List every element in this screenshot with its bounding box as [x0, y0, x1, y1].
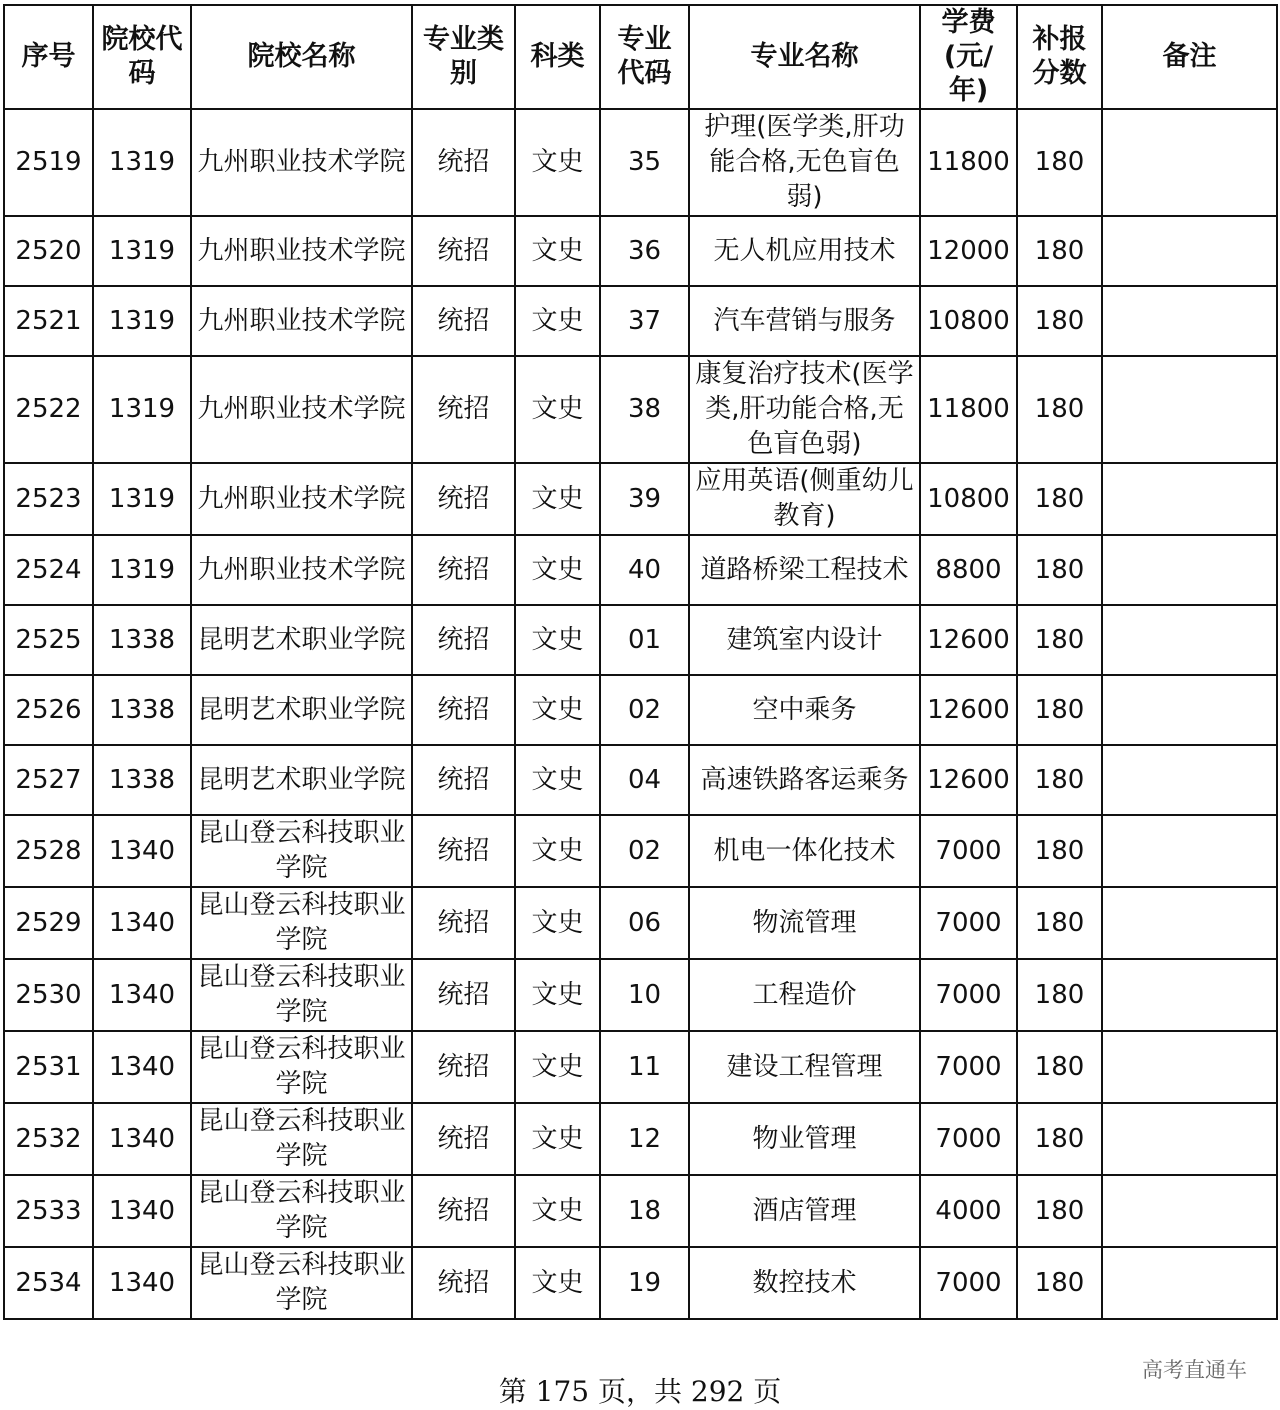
cell-major-code: 36 — [600, 216, 689, 286]
cell-school-code: 1340 — [93, 815, 191, 887]
cell-note — [1102, 1103, 1277, 1175]
cell-note — [1102, 675, 1277, 745]
cell-school-code: 1319 — [93, 216, 191, 286]
cell-category: 统招 — [412, 1247, 515, 1319]
cell-seq: 2520 — [4, 216, 93, 286]
cell-category: 统招 — [412, 959, 515, 1031]
cell-note — [1102, 887, 1277, 959]
cell-school-code: 1340 — [93, 887, 191, 959]
cell-seq: 2522 — [4, 356, 93, 463]
cell-school-name: 九州职业技术学院 — [191, 109, 412, 216]
cell-fee: 12600 — [920, 675, 1017, 745]
cell-school-name: 昆山登云科技职业学院 — [191, 887, 412, 959]
cell-subject: 文史 — [515, 286, 600, 356]
cell-major-name: 无人机应用技术 — [689, 216, 920, 286]
table-row — [4, 605, 1277, 675]
cell-score: 180 — [1017, 216, 1102, 286]
cell-subject: 文史 — [515, 815, 600, 887]
col-header-score: 补报分数 — [1017, 5, 1102, 109]
col-header-subject: 科类 — [515, 5, 600, 109]
cell-category: 统招 — [412, 1175, 515, 1247]
cell-category: 统招 — [412, 463, 515, 535]
cell-seq: 2523 — [4, 463, 93, 535]
cell-category: 统招 — [412, 815, 515, 887]
cell-school-code: 1319 — [93, 109, 191, 216]
cell-score: 180 — [1017, 675, 1102, 745]
cell-seq: 2534 — [4, 1247, 93, 1319]
cell-score: 180 — [1017, 1175, 1102, 1247]
cell-subject: 文史 — [515, 1175, 600, 1247]
cell-school-name: 昆明艺术职业学院 — [191, 745, 412, 815]
cell-school-name: 昆山登云科技职业学院 — [191, 1175, 412, 1247]
cell-note — [1102, 216, 1277, 286]
cell-major-name: 应用英语(侧重幼儿教育) — [689, 463, 920, 535]
cell-score: 180 — [1017, 959, 1102, 1031]
cell-subject: 文史 — [515, 675, 600, 745]
cell-school-name: 昆山登云科技职业学院 — [191, 959, 412, 1031]
cell-score: 180 — [1017, 815, 1102, 887]
cell-major-code: 02 — [600, 675, 689, 745]
cell-fee: 11800 — [920, 109, 1017, 216]
cell-seq: 2531 — [4, 1031, 93, 1103]
cell-seq: 2529 — [4, 887, 93, 959]
table-row — [4, 815, 1277, 887]
cell-major-code: 01 — [600, 605, 689, 675]
cell-score: 180 — [1017, 1247, 1102, 1319]
cell-school-code: 1338 — [93, 605, 191, 675]
cell-school-name: 九州职业技术学院 — [191, 216, 412, 286]
cell-major-name: 汽车营销与服务 — [689, 286, 920, 356]
table-row — [4, 286, 1277, 356]
cell-major-name: 高速铁路客运乘务 — [689, 745, 920, 815]
cell-school-code: 1338 — [93, 675, 191, 745]
cell-school-code: 1340 — [93, 1247, 191, 1319]
cell-school-code: 1340 — [93, 1103, 191, 1175]
cell-school-code: 1340 — [93, 1175, 191, 1247]
cell-seq: 2533 — [4, 1175, 93, 1247]
cell-major-code: 04 — [600, 745, 689, 815]
cell-major-name: 道路桥梁工程技术 — [689, 535, 920, 605]
cell-score: 180 — [1017, 745, 1102, 815]
cell-seq: 2525 — [4, 605, 93, 675]
cell-subject: 文史 — [515, 605, 600, 675]
cell-score: 180 — [1017, 605, 1102, 675]
page-number: 第 175 页，共 292 页 — [498, 1375, 782, 1408]
cell-major-code: 35 — [600, 109, 689, 216]
cell-seq: 2527 — [4, 745, 93, 815]
cell-fee: 10800 — [920, 286, 1017, 356]
cell-major-code: 12 — [600, 1103, 689, 1175]
cell-score: 180 — [1017, 1031, 1102, 1103]
cell-fee: 11800 — [920, 356, 1017, 463]
cell-major-code: 39 — [600, 463, 689, 535]
cell-subject: 文史 — [515, 1103, 600, 1175]
cell-category: 统招 — [412, 1103, 515, 1175]
cell-school-name: 昆山登云科技职业学院 — [191, 1103, 412, 1175]
cell-seq: 2524 — [4, 535, 93, 605]
cell-note — [1102, 1175, 1277, 1247]
col-header-school-code: 院校代码 — [93, 5, 191, 109]
col-header-fee: 学费(元/年) — [920, 5, 1017, 109]
cell-fee: 8800 — [920, 535, 1017, 605]
watermark-text: 高考直通车 — [1142, 1358, 1247, 1382]
col-header-seq: 序号 — [4, 5, 93, 109]
cell-category: 统招 — [412, 745, 515, 815]
cell-score: 180 — [1017, 109, 1102, 216]
table-row — [4, 216, 1277, 286]
cell-category: 统招 — [412, 109, 515, 216]
cell-major-name: 酒店管理 — [689, 1175, 920, 1247]
cell-seq: 2528 — [4, 815, 93, 887]
cell-school-name: 九州职业技术学院 — [191, 286, 412, 356]
cell-seq: 2532 — [4, 1103, 93, 1175]
cell-fee: 4000 — [920, 1175, 1017, 1247]
table-body — [4, 109, 1277, 1319]
cell-fee: 7000 — [920, 887, 1017, 959]
cell-major-code: 02 — [600, 815, 689, 887]
cell-school-name: 九州职业技术学院 — [191, 463, 412, 535]
cell-score: 180 — [1017, 1103, 1102, 1175]
cell-score: 180 — [1017, 356, 1102, 463]
cell-school-name: 九州职业技术学院 — [191, 356, 412, 463]
cell-subject: 文史 — [515, 1031, 600, 1103]
cell-school-code: 1319 — [93, 356, 191, 463]
cell-school-code: 1319 — [93, 535, 191, 605]
table-row — [4, 1175, 1277, 1247]
cell-note — [1102, 605, 1277, 675]
cell-major-code: 06 — [600, 887, 689, 959]
cell-category: 统招 — [412, 535, 515, 605]
cell-school-code: 1340 — [93, 1031, 191, 1103]
table-row — [4, 675, 1277, 745]
admission-table — [3, 4, 1278, 1320]
cell-category: 统招 — [412, 286, 515, 356]
cell-score: 180 — [1017, 463, 1102, 535]
cell-fee: 7000 — [920, 1031, 1017, 1103]
cell-note — [1102, 463, 1277, 535]
cell-category: 统招 — [412, 675, 515, 745]
cell-major-name: 数控技术 — [689, 1247, 920, 1319]
col-header-major-code: 专业代码 — [600, 5, 689, 109]
cell-major-name: 机电一体化技术 — [689, 815, 920, 887]
cell-fee: 12000 — [920, 216, 1017, 286]
col-header-category: 专业类别 — [412, 5, 515, 109]
col-header-school-name: 院校名称 — [191, 5, 412, 109]
cell-subject: 文史 — [515, 109, 600, 216]
cell-subject: 文史 — [515, 1247, 600, 1319]
cell-seq: 2526 — [4, 675, 93, 745]
cell-fee: 12600 — [920, 745, 1017, 815]
cell-fee: 7000 — [920, 815, 1017, 887]
cell-category: 统招 — [412, 356, 515, 463]
cell-note — [1102, 535, 1277, 605]
cell-seq: 2521 — [4, 286, 93, 356]
col-header-major-name: 专业名称 — [689, 5, 920, 109]
cell-school-code: 1319 — [93, 463, 191, 535]
cell-fee: 7000 — [920, 1247, 1017, 1319]
cell-major-name: 工程造价 — [689, 959, 920, 1031]
cell-category: 统招 — [412, 605, 515, 675]
table-row — [4, 356, 1277, 463]
table-row — [4, 959, 1277, 1031]
cell-note — [1102, 286, 1277, 356]
table-row — [4, 1247, 1277, 1319]
cell-school-code: 1338 — [93, 745, 191, 815]
cell-school-name: 昆山登云科技职业学院 — [191, 815, 412, 887]
cell-subject: 文史 — [515, 887, 600, 959]
header-row — [4, 5, 1277, 109]
cell-major-name: 物流管理 — [689, 887, 920, 959]
cell-note — [1102, 959, 1277, 1031]
table-row — [4, 1031, 1277, 1103]
cell-major-code: 37 — [600, 286, 689, 356]
cell-note — [1102, 109, 1277, 216]
cell-subject: 文史 — [515, 535, 600, 605]
cell-fee: 7000 — [920, 959, 1017, 1031]
cell-major-code: 19 — [600, 1247, 689, 1319]
cell-category: 统招 — [412, 887, 515, 959]
cell-score: 180 — [1017, 535, 1102, 605]
cell-note — [1102, 745, 1277, 815]
cell-fee: 12600 — [920, 605, 1017, 675]
cell-subject: 文史 — [515, 356, 600, 463]
table-row — [4, 745, 1277, 815]
cell-major-name: 空中乘务 — [689, 675, 920, 745]
table-row — [4, 887, 1277, 959]
table-row — [4, 1103, 1277, 1175]
cell-category: 统招 — [412, 216, 515, 286]
cell-score: 180 — [1017, 887, 1102, 959]
cell-category: 统招 — [412, 1031, 515, 1103]
cell-note — [1102, 356, 1277, 463]
cell-fee: 10800 — [920, 463, 1017, 535]
cell-subject: 文史 — [515, 745, 600, 815]
cell-school-name: 昆山登云科技职业学院 — [191, 1247, 412, 1319]
cell-major-name: 建设工程管理 — [689, 1031, 920, 1103]
cell-major-name: 护理(医学类,肝功能合格,无色盲色弱) — [689, 109, 920, 216]
cell-major-name: 建筑室内设计 — [689, 605, 920, 675]
cell-major-name: 物业管理 — [689, 1103, 920, 1175]
cell-fee: 7000 — [920, 1103, 1017, 1175]
cell-subject: 文史 — [515, 959, 600, 1031]
cell-school-code: 1340 — [93, 959, 191, 1031]
cell-major-code: 11 — [600, 1031, 689, 1103]
cell-score: 180 — [1017, 286, 1102, 356]
cell-major-code: 40 — [600, 535, 689, 605]
cell-major-name: 康复治疗技术(医学类,肝功能合格,无色盲色弱) — [689, 356, 920, 463]
cell-school-name: 昆明艺术职业学院 — [191, 605, 412, 675]
cell-subject: 文史 — [515, 216, 600, 286]
cell-major-code: 38 — [600, 356, 689, 463]
cell-major-code: 10 — [600, 959, 689, 1031]
table-row — [4, 109, 1277, 216]
cell-note — [1102, 1031, 1277, 1103]
cell-note — [1102, 1247, 1277, 1319]
cell-subject: 文史 — [515, 463, 600, 535]
table-row — [4, 463, 1277, 535]
cell-note — [1102, 815, 1277, 887]
table-row — [4, 535, 1277, 605]
cell-major-code: 18 — [600, 1175, 689, 1247]
cell-school-code: 1319 — [93, 286, 191, 356]
cell-school-name: 九州职业技术学院 — [191, 535, 412, 605]
cell-seq: 2530 — [4, 959, 93, 1031]
cell-seq: 2519 — [4, 109, 93, 216]
cell-school-name: 昆山登云科技职业学院 — [191, 1031, 412, 1103]
cell-school-name: 昆明艺术职业学院 — [191, 675, 412, 745]
col-header-note: 备注 — [1102, 5, 1277, 109]
